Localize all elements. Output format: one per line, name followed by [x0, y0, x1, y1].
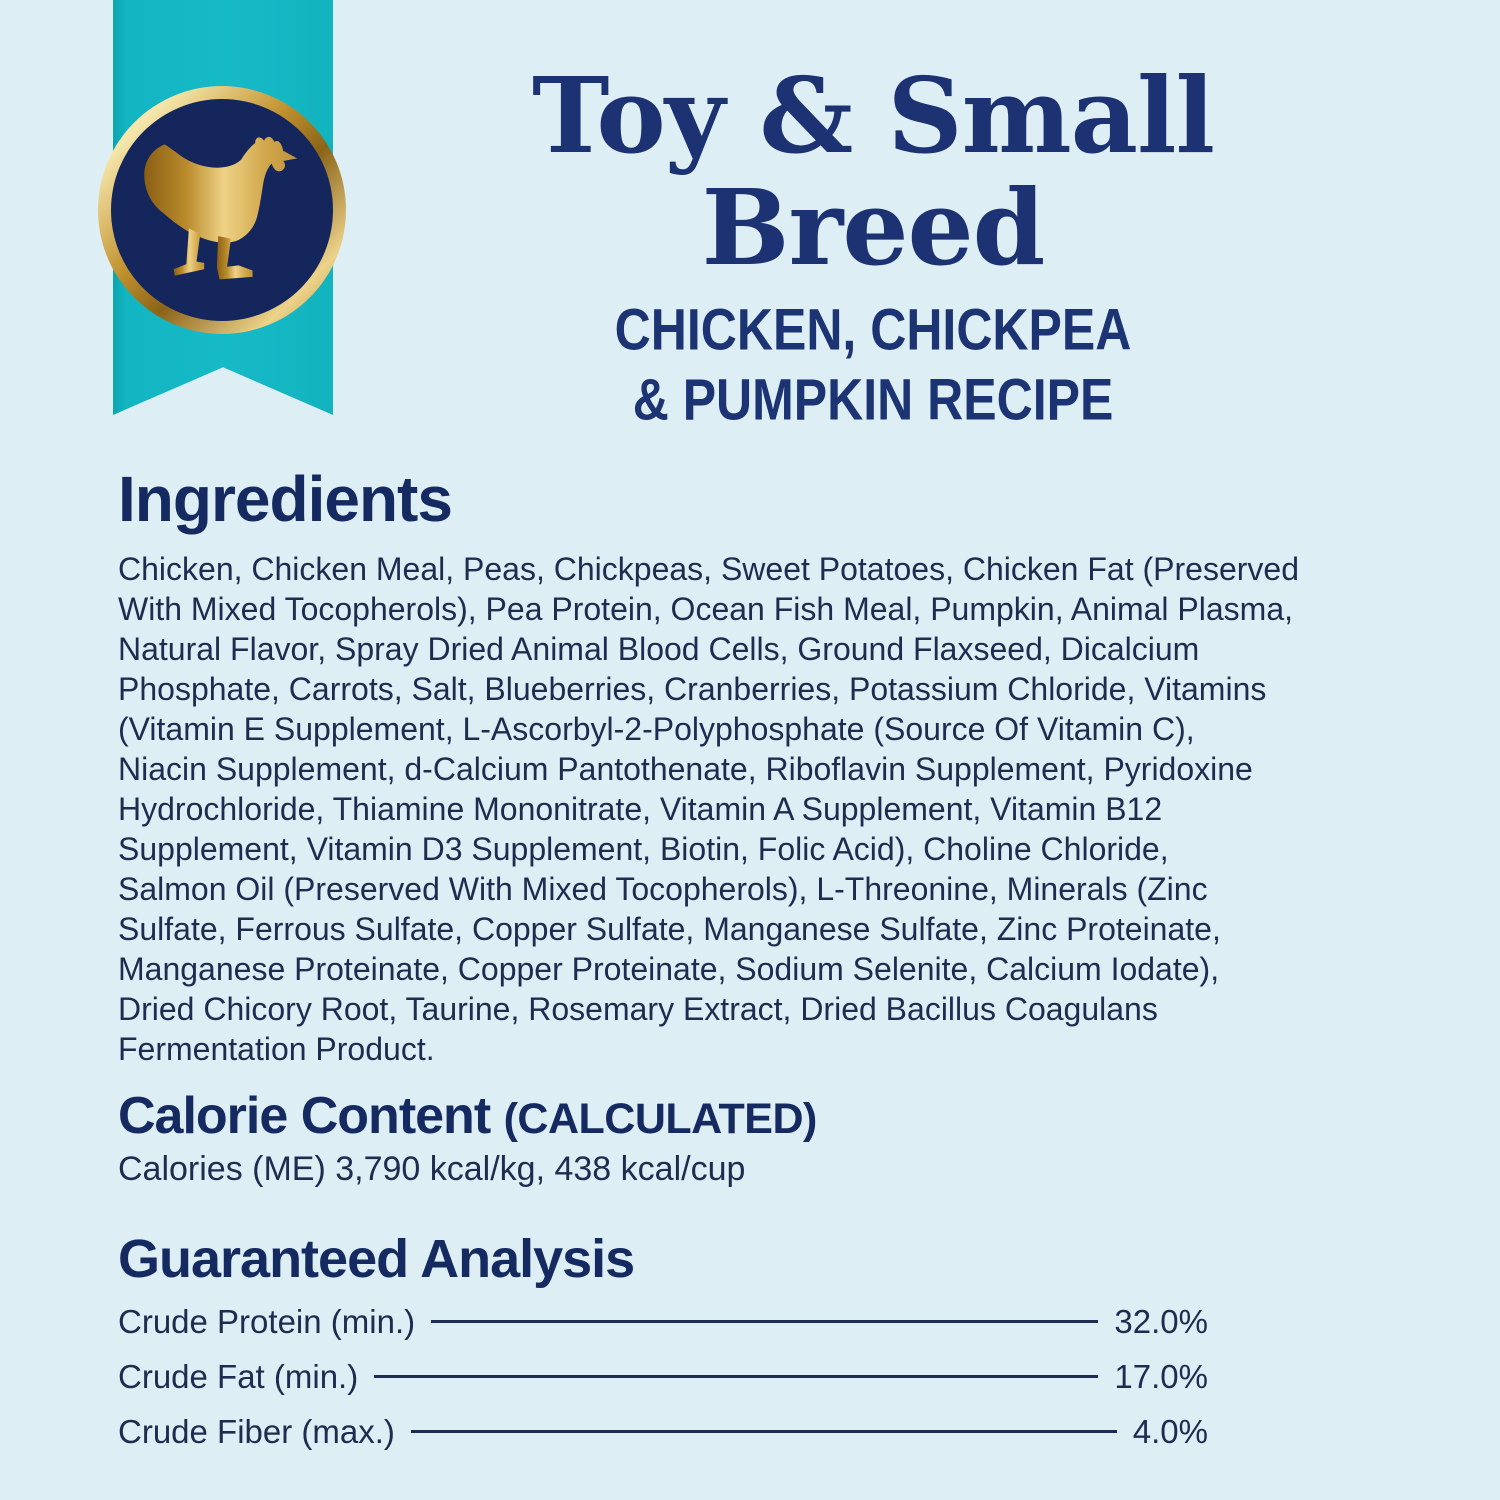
- calorie-heading-text: Calorie Content: [118, 1087, 491, 1145]
- ingredients-line: Supplement, Vitamin D3 Supplement, Biotin, Folic Acid), Choline Chloride,: [118, 831, 1169, 867]
- ingredients-heading: Ingredients: [118, 463, 452, 535]
- analysis-row-value: 17.0%: [1114, 1357, 1208, 1395]
- analysis-row-crude-fiber: [118, 1404, 1208, 1459]
- page-title-line1: Toy & Small: [531, 54, 1215, 177]
- guaranteed-analysis-heading: Guaranteed Analysis: [118, 1229, 635, 1289]
- ingredients-line: Salmon Oil (Preserved With Mixed Tocopherols), L-Threonine, Minerals (Zinc: [118, 871, 1208, 907]
- analysis-row-crude-protein: [118, 1294, 1208, 1349]
- ingredients-line: With Mixed Tocopherols), Pea Protein, Ocean Fish Meal, Pumpkin, Animal Plasma,: [118, 591, 1294, 627]
- recipe-subtitle-line2: & PUMPKIN RECIPE: [632, 367, 1114, 433]
- analysis-row-crude-fat: [118, 1349, 1208, 1404]
- ingredients-line: Sulfate, Ferrous Sulfate, Copper Sulfate, Manganese Sulfate, Zinc Proteinate,: [118, 911, 1221, 947]
- ingredients-line: (Vitamin E Supplement, L-Ascorbyl-2-Polyphosphate (Source Of Vitamin C),: [118, 711, 1195, 747]
- ingredients-line: Fermentation Product.: [118, 1031, 435, 1067]
- ingredients-line: Hydrochloride, Thiamine Mononitrate, Vitamin A Supplement, Vitamin B12: [118, 791, 1163, 827]
- ingredients-line: Natural Flavor, Spray Dried Animal Blood Cells, Ground Flaxseed, Dicalcium: [118, 631, 1200, 667]
- analysis-row-label: Crude Fiber (max.): [118, 1412, 395, 1450]
- analysis-row-value: 4.0%: [1132, 1412, 1208, 1450]
- leader-line: [431, 1320, 1098, 1323]
- analysis-row-label: Crude Protein (min.): [118, 1302, 416, 1340]
- ingredients-text: [118, 549, 1408, 1069]
- recipe-subtitle-line1: CHICKEN, CHICKPEA: [614, 297, 1132, 363]
- calorie-content-heading: [118, 1086, 817, 1146]
- guaranteed-analysis-table: [118, 1294, 1208, 1459]
- ingredients-line: Chicken, Chicken Meal, Peas, Chickpeas, Sweet Potatoes, Chicken Fat (Preserved: [118, 551, 1299, 587]
- analysis-row-label: Crude Fat (min.): [118, 1357, 359, 1395]
- analysis-row-value: 32.0%: [1114, 1302, 1208, 1340]
- chicken-icon: [138, 124, 306, 296]
- calorie-values-text: Calories (ME) 3,790 kcal/kg, 438 kcal/cup: [118, 1150, 746, 1188]
- badge-inner-circle: [111, 99, 333, 321]
- calorie-calculated-label: (CALCULATED): [503, 1095, 817, 1143]
- ingredients-line: Niacin Supplement, d-Calcium Pantothenate, Riboflavin Supplement, Pyridoxine: [118, 751, 1253, 787]
- page-title-line2: Breed: [701, 166, 1045, 289]
- leader-line: [374, 1375, 1098, 1378]
- chicken-badge: [98, 86, 346, 334]
- ingredients-line: Dried Chicory Root, Taurine, Rosemary Extract, Dried Bacillus Coagulans: [118, 991, 1158, 1027]
- ingredients-line: Phosphate, Carrots, Salt, Blueberries, Cranberries, Potassium Chloride, Vitamins: [118, 671, 1267, 707]
- leader-line: [411, 1430, 1117, 1433]
- ingredients-line: Manganese Proteinate, Copper Proteinate, Sodium Selenite, Calcium Iodate),: [118, 951, 1220, 987]
